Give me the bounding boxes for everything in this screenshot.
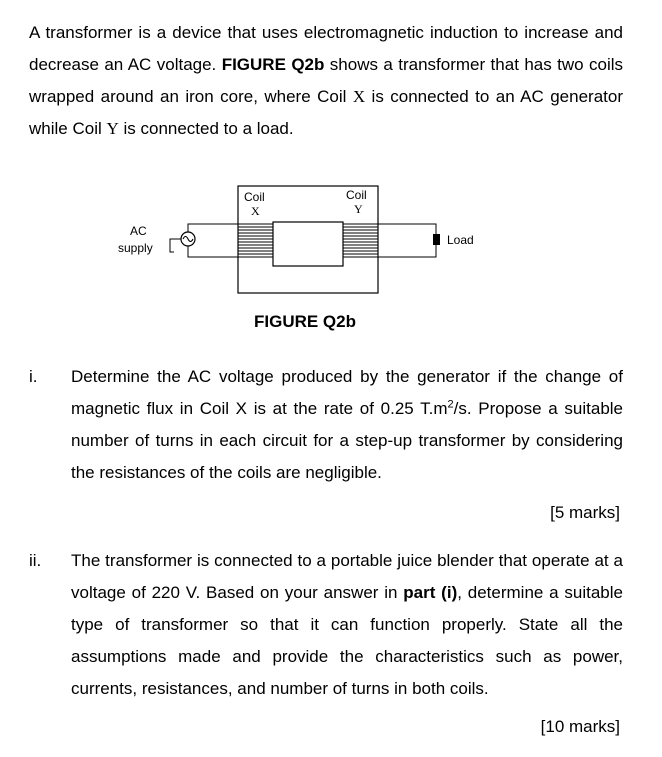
question-1-superscript: 2 (447, 398, 454, 411)
coil-x-symbol: X (352, 87, 366, 106)
intro-text-4: is connected to a load. (118, 119, 294, 138)
supply-label: supply (118, 241, 153, 255)
intro-text-1: A transformer is a device that uses electromagnetic induction to increase and decrease an AC voltage. (29, 23, 623, 74)
primary-wire-bottom (188, 246, 238, 257)
question-2-marks: [10 marks] (540, 717, 620, 736)
coil-y-label: Coil (346, 188, 367, 202)
coil-y-letter: Y (354, 202, 363, 216)
transformer-diagram (110, 182, 490, 312)
ac-lead (170, 239, 181, 252)
question-2-text-b: , determine a suitable type of transformer so that it can function properly. State all the assumptions made and provide the characteristics such as power, currents, resistances, and number of turns in both coils. (71, 583, 623, 698)
intro-paragraph (29, 17, 623, 145)
coil-x-winding (238, 224, 273, 257)
iron-core-inner (273, 222, 343, 266)
question-1-marks: [5 marks] (550, 503, 620, 522)
coil-x-label: Coil (244, 190, 265, 204)
question-2-text (71, 545, 623, 705)
question-1-number: i. (29, 367, 38, 386)
figure-caption: FIGURE Q2b (253, 312, 356, 331)
question-1-text-a: Determine the AC voltage produced by the generator if the change of magnetic flux in Coil X is at the rate of 0.25 T.m (71, 367, 623, 418)
intro-text-3: is connected to an AC generator while Coil (29, 87, 624, 138)
secondary-wire-bottom (378, 245, 436, 257)
coil-y-winding (343, 224, 378, 257)
question-2-number: ii. (29, 551, 42, 570)
question-1-text (71, 361, 623, 489)
coil-x-letter: X (251, 204, 260, 218)
ac-label: AC (130, 224, 147, 238)
transformer-figure (110, 182, 490, 312)
question-1-text-b: /s. Propose a suitable number of turns in each circuit for a step-up transformer by considering the resistances of the coils are negligible. (71, 399, 624, 482)
load-label: Load (447, 233, 474, 247)
secondary-wire-top (378, 224, 436, 234)
figure-reference: FIGURE Q2b (221, 55, 325, 74)
question-2-text-a: The transformer is connected to a portable juice blender that operate at a voltage of 220 V. Based on your answer in (71, 551, 623, 602)
coil-y-symbol: Y (106, 119, 119, 138)
load-icon (433, 234, 440, 245)
part-reference: part (i) (403, 583, 458, 602)
primary-wire-top (188, 224, 238, 232)
intro-text-2: shows a transformer that has two coils wrapped around an iron core, where Coil (29, 55, 623, 106)
